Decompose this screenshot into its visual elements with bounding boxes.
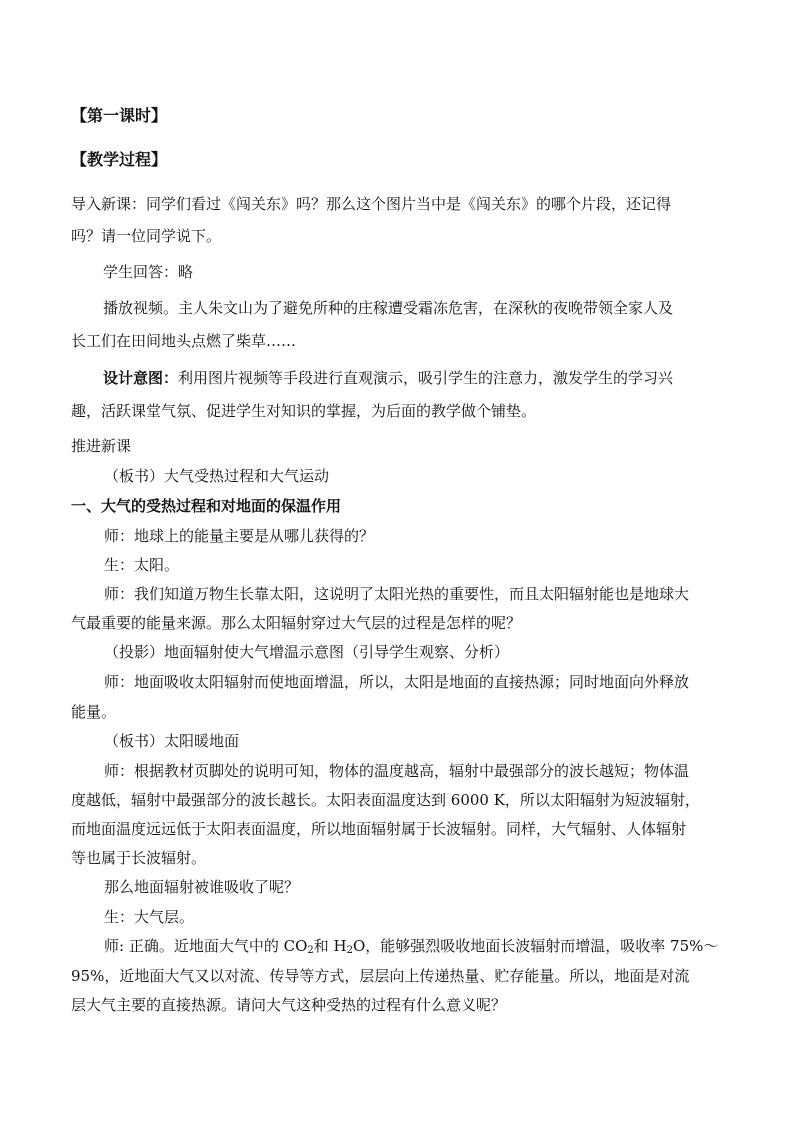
teacher-paragraph-2-line-1: 师：地面吸收太阳辐射而使地面增温，所以，太阳是地面的直接热源；同时地面向外释放: [104, 673, 690, 691]
section-heading: 一、大气的受热过程和对地面的保温作用: [71, 497, 342, 515]
teacher-paragraph-3-line-1: 师：根据教材页脚处的说明可知，物体的温度越高，辐射中最强部分的波长越短；物体温: [104, 762, 690, 780]
teacher-paragraph-4-text-b: 和 H: [313, 937, 347, 955]
teacher-paragraph-3-line-2: 度越低，辐射中最强部分的波长越长。太阳表面温度达到 6000 K，所以太阳辐射为短波辐射，: [71, 791, 700, 809]
co2-subscript: 2: [307, 945, 314, 956]
design-intent-line-2: 趣，活跃课堂气氛、促进学生对知识的掌握，为后面的教学做个铺垫。: [71, 402, 537, 420]
teacher-paragraph-1-line-2: 气最重要的能量来源。那么太阳辐射穿过大气层的过程是怎样的呢？: [71, 614, 522, 632]
design-intent-label: 设计意图：: [103, 369, 179, 387]
teacher-question-2: 那么地面辐射被谁吸收了呢？: [104, 878, 300, 896]
video-paragraph-line-1: 播放视频。主人朱文山为了避免所种的庄稼遭受霜冻危害，在深秋的夜晚带领全家人及: [103, 299, 674, 317]
design-intent-line-1: [103, 368, 673, 388]
advance-lesson: 推进新课: [71, 437, 132, 455]
teacher-paragraph-3-line-4: 等也属于长波辐射。: [71, 849, 207, 867]
board-note-2: （板书）太阳暖地面: [104, 732, 240, 750]
board-note-1: （板书）大气受热过程和大气运动: [104, 467, 330, 485]
student-answer: 学生回答：略: [103, 263, 194, 281]
process-heading: 【教学过程】: [71, 150, 168, 169]
video-paragraph-line-2: 长工们在田间地头点燃了柴草……: [71, 332, 297, 350]
projection-note: （投影）地面辐射使大气增温示意图（引导学生观察、分析）: [104, 643, 510, 661]
design-intent-text: 利用图片视频等手段进行直观演示，吸引学生的注意力，激发学生的学习兴: [178, 369, 674, 387]
teacher-paragraph-3-line-3: 而地面温度远远低于太阳表面温度，所以地面辐射属于长波辐射。同样，大气辐射、人体辐射: [71, 820, 687, 838]
teacher-paragraph-4-line-1: [104, 936, 718, 956]
teacher-paragraph-4-text-c: O，能够强烈吸收地面长波辐射而增温，吸收率 75%～: [352, 937, 719, 955]
student-answer-1: 生：太阳。: [104, 556, 180, 574]
teacher-paragraph-2-line-2: 能量。: [71, 703, 117, 721]
teacher-paragraph-1-line-1: 师：我们知道万物生长靠太阳，这说明了太阳光热的重要性，而且太阳辐射能也是地球大: [104, 585, 690, 603]
student-answer-2: 生：大气层。: [104, 908, 195, 926]
teacher-paragraph-4-line-3: 层大气主要的直接热源。请问大气这种受热的过程有什么意义呢？: [71, 996, 507, 1014]
h2o-subscript: 2: [346, 945, 353, 956]
teacher-paragraph-4-line-2: 95%，近地面大气又以对流、传导等方式，层层向上传递热量、贮存能量。所以，地面是对流: [71, 967, 690, 985]
intro-paragraph-line-2: 吗？请一位同学说下。: [71, 227, 222, 245]
teacher-question-1: 师：地球上的能量主要是从哪儿获得的？: [104, 527, 375, 545]
teacher-paragraph-4-text-a: 师: 正确。近地面大气中的 CO: [104, 937, 308, 955]
intro-paragraph-line-1: 导入新课：同学们看过《闯关东》吗？那么这个图片当中是《闯关东》的哪个片段，还记得: [71, 195, 672, 213]
lesson-heading: 【第一课时】: [71, 106, 168, 125]
